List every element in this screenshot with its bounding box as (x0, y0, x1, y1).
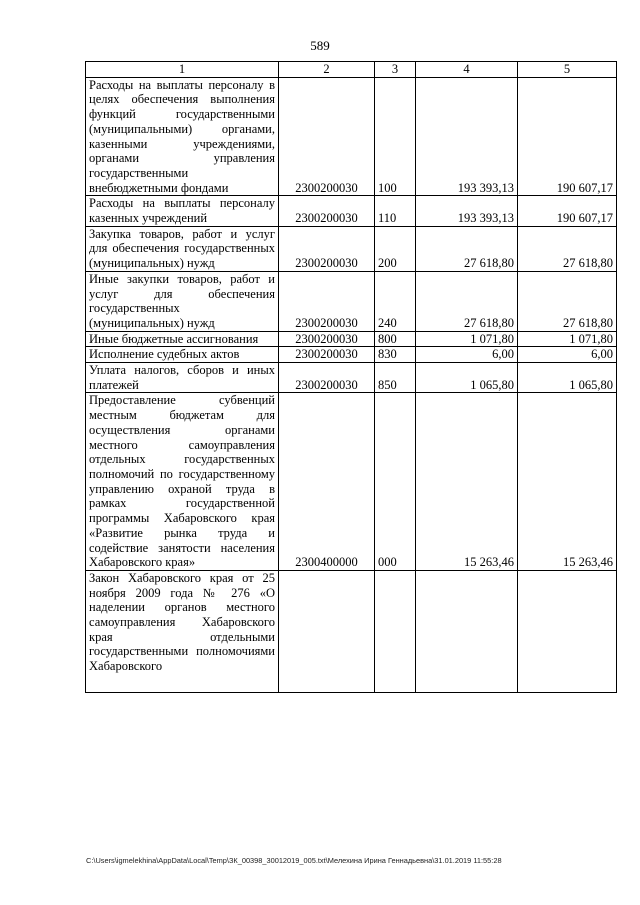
row-name: Иные бюджетные ассигнования (86, 331, 279, 347)
row-name: Расходы на выплаты персоналу в целях обеспечения выполнения функций государственными (муниципальными) органами, казенными учреждениями, органами управления государственными внебюджетными фондами (86, 77, 279, 196)
row-vr (375, 570, 416, 692)
row-sum2: 15 263,46 (518, 393, 617, 570)
header-row (86, 62, 617, 78)
row-vr: 830 (375, 347, 416, 363)
row-name: Предоставление субвенций местным бюджетам для осуществления органами местного самоуправления отдельных государственных полномочий по государственному управлению охраной труда в рамках государственной программы Хабаровского края «Развитие рынка труда и содействие занятости населения Хабаровского края» (86, 393, 279, 570)
row-sum1: 1 071,80 (416, 331, 518, 347)
table-row (86, 77, 617, 196)
row-code (279, 570, 375, 692)
row-vr: 100 (375, 77, 416, 196)
row-name: Закон Хабаровского края от 25 ноября 2009 года № 276 «О наделении органов местного самоуправления Хабаровского края отдельными государственными полномочиями Хабаровского (86, 570, 279, 692)
row-code: 2300200030 (279, 77, 375, 196)
row-sum2: 27 618,80 (518, 271, 617, 331)
table-row (86, 347, 617, 363)
row-name: Исполнение судебных актов (86, 347, 279, 363)
row-vr: 800 (375, 331, 416, 347)
row-sum1: 193 393,13 (416, 77, 518, 196)
row-sum2: 27 618,80 (518, 226, 617, 271)
row-code: 2300400000 (279, 393, 375, 570)
column-header: 5 (518, 62, 617, 78)
table-row (86, 196, 617, 226)
row-sum1: 15 263,46 (416, 393, 518, 570)
row-sum1: 1 065,80 (416, 363, 518, 393)
row-sum1: 6,00 (416, 347, 518, 363)
column-header: 3 (375, 62, 416, 78)
page-number: 589 (310, 38, 330, 53)
budget-table (85, 61, 617, 693)
row-vr: 240 (375, 271, 416, 331)
row-vr: 000 (375, 393, 416, 570)
row-name: Иные закупки товаров, работ и услуг для обеспечения государственных (муниципальных) нужд (86, 271, 279, 331)
table-row (86, 393, 617, 570)
table-row (86, 271, 617, 331)
table-row (86, 331, 617, 347)
table-row (86, 226, 617, 271)
row-code: 2300200030 (279, 271, 375, 331)
column-header: 2 (279, 62, 375, 78)
row-sum2 (518, 570, 617, 692)
row-name: Расходы на выплаты персоналу казенных учреждений (86, 196, 279, 226)
file-path-footer: C:\Users\igmelekhina\AppData\Local\Temp\ЗК_00398_30012019_005.txt\Мелехина Ирина Геннадьевна\31.01.2019 11:55:28 (86, 856, 502, 865)
row-sum1: 27 618,80 (416, 271, 518, 331)
row-code: 2300200030 (279, 331, 375, 347)
row-code: 2300200030 (279, 363, 375, 393)
row-vr: 200 (375, 226, 416, 271)
table-row (86, 363, 617, 393)
row-sum2: 190 607,17 (518, 196, 617, 226)
row-sum2: 6,00 (518, 347, 617, 363)
row-sum2: 1 065,80 (518, 363, 617, 393)
row-code: 2300200030 (279, 347, 375, 363)
row-sum1: 193 393,13 (416, 196, 518, 226)
row-name: Уплата налогов, сборов и иных платежей (86, 363, 279, 393)
row-vr: 850 (375, 363, 416, 393)
row-vr: 110 (375, 196, 416, 226)
row-sum1 (416, 570, 518, 692)
table-row (86, 570, 617, 692)
row-sum2: 190 607,17 (518, 77, 617, 196)
row-name: Закупка товаров, работ и услуг для обеспечения государственных (муниципальных) нужд (86, 226, 279, 271)
row-sum2: 1 071,80 (518, 331, 617, 347)
column-header: 1 (86, 62, 279, 78)
row-code: 2300200030 (279, 226, 375, 271)
column-header: 4 (416, 62, 518, 78)
row-sum1: 27 618,80 (416, 226, 518, 271)
row-code: 2300200030 (279, 196, 375, 226)
